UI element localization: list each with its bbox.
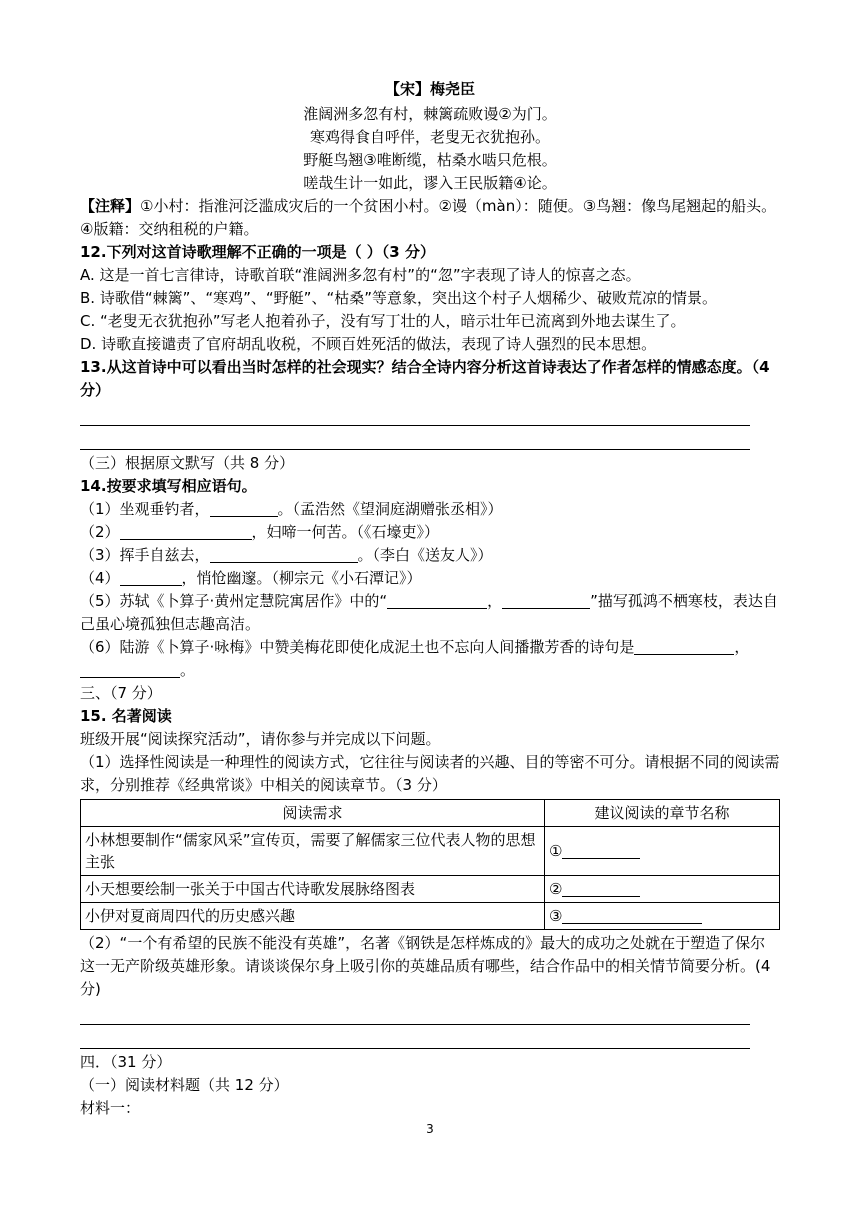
q14-item-6 (80, 636, 780, 682)
q14-item-5-separator: ， (487, 592, 503, 610)
part4-subheading: （一）阅读材料题（共 12 分） (80, 1076, 289, 1094)
answer-mark: ② (549, 880, 563, 898)
q14-item-4 (80, 567, 780, 590)
q13-stem: 13.从这首诗中可以看出当时怎样的社会现实？结合全诗内容分析这首诗表达了作者怎样的情感态度。（4 分） (80, 358, 770, 399)
table-cell-need: 小伊对夏商周四代的历史感兴趣 (81, 903, 545, 930)
blank-line[interactable] (562, 842, 640, 859)
poem-notes (80, 195, 780, 241)
table-cell-answer[interactable] (545, 876, 780, 903)
material-label: 材料一： (80, 1099, 141, 1117)
q12-option-b: B. 诗歌借“棘篱”、“寒鸡”、“野艇”、“枯桑”等意象，突出这个村子人烟稀少、破败荒凉的情景。 (80, 289, 717, 307)
q14-item-6-end: 。 (180, 661, 196, 679)
q14-item-3 (80, 544, 780, 567)
q15-sub1: （1）选择性阅读是一种理性的阅读方式，它往往与阅读者的兴趣、目的等密不可分。请根据不同的阅读需求，分别推荐《经典常谈》中相关的阅读章节。（3 分） (80, 753, 780, 794)
blank-line[interactable] (120, 569, 182, 586)
table-cell-answer[interactable] (545, 827, 780, 876)
poem-line: 寒鸡得食自呼伴，老叟无衣犹抱孙。 (309, 128, 550, 146)
q15-sub2: （2）“一个有希望的民族不能没有英雄”，名著《钢铁是怎样炼成的》最大的成功之处就在于塑造了保尔这一无产阶级英雄形象。请谈谈保尔身上吸引你的英雄品质有哪些，结合作品中的相关情节简要分析。(4 分) (80, 934, 771, 998)
q14-item-5 (80, 590, 780, 636)
page-number: 3 (426, 1122, 434, 1136)
notes-text: ①小村：指淮河泛滥成灾后的一个贫困小村。②谩（màn）：随便。③鸟翘：像鸟尾翘起的船头。④版籍：交纳租税的户籍。 (80, 197, 777, 238)
q14-item-2-text: （2） (80, 523, 120, 541)
blank-line[interactable] (210, 546, 358, 563)
blank-line[interactable] (562, 907, 702, 924)
q14-item-6-text: （6）陆游《卜算子·咏梅》中赞美梅花即使化成泥土也不忘向人间播撒芳香的诗句是 (80, 638, 635, 656)
q14-item-2 (80, 521, 780, 544)
table-row (81, 876, 780, 903)
q12-option-a: A. 这是一首七言律诗，诗歌首联“淮阔洲多忽有村”的“忽”字表现了诗人的惊喜之态。 (80, 266, 641, 284)
blank-line[interactable] (120, 523, 252, 540)
blank-line[interactable] (80, 661, 180, 678)
q14-item-5-description: ”描写孤鸿不栖寒枝，表达自己虽心境孤独但志趣高洁。 (80, 592, 778, 633)
q14-item-2-source: ，妇啼一何苦。（《石壕吏》） (251, 523, 440, 541)
q14-item-3-source: 。（李白《送友人》） (357, 546, 493, 564)
notes-label: 【注释】 (80, 197, 141, 215)
q14-item-4-source: ，悄怆幽邃。（柳宗元《小石潭记》） (181, 569, 422, 587)
page-content (80, 78, 780, 1120)
q14-stem: 14.按要求填写相应语句。 (80, 477, 257, 495)
table-header-row (81, 800, 780, 827)
table-cell-need: 小天想要绘制一张关于中国古代诗歌发展脉络图表 (81, 876, 545, 903)
poem-line: 嗟哉生计一如此，谬入王民版籍④论。 (303, 174, 557, 192)
q15-title: 15. 名著阅读 (80, 707, 172, 725)
answer-mark: ① (549, 842, 563, 860)
q14-item-1-text: （1）坐观垂钓者， (80, 500, 210, 518)
part4-heading: 四．（31 分） (80, 1053, 172, 1071)
q15-answer-line[interactable] (80, 1001, 750, 1025)
table-row (81, 903, 780, 930)
table-header: 阅读需求 (81, 800, 545, 827)
q14-item-1 (80, 498, 780, 521)
q12-option-d: D. 诗歌直接谴责了官府胡乱收税，不顾百姓死活的做法，表现了诗人强烈的民本思想。 (80, 335, 657, 353)
q14-item-6-separator: ， (734, 638, 750, 656)
q14-item-5-text: （5）苏轼《卜算子·黄州定慧院寓居作》中的“ (80, 592, 388, 610)
section3-heading: （三）根据原文默写（共 8 分） (80, 454, 295, 472)
table-cell-need: 小林想要制作“儒家风采”宣传页，需要了解儒家三位代表人物的思想主张 (81, 827, 545, 876)
poem-author: 【宋】梅尧臣 (384, 80, 475, 98)
table-cell-answer[interactable] (545, 903, 780, 930)
q15-intro: 班级开展“阅读探究活动”，请你参与并完成以下问题。 (80, 730, 441, 748)
q13-answer-line[interactable] (80, 426, 750, 450)
table-row (81, 827, 780, 876)
blank-line[interactable] (387, 592, 487, 609)
blank-line[interactable] (562, 880, 640, 897)
part3-heading: 三、（7 分） (80, 684, 162, 702)
reading-table (80, 799, 780, 930)
q15-answer-line[interactable] (80, 1025, 750, 1049)
q14-item-1-source: 。（孟浩然《望洞庭湖赠张丞相》） (277, 500, 503, 518)
blank-line[interactable] (210, 500, 278, 517)
q14-item-4-text: （4） (80, 569, 120, 587)
answer-mark: ③ (549, 907, 563, 925)
q12-option-c: C. “老叟无衣犹抱孙”写老人抱着孙子，没有写丁壮的人，暗示壮年已流离到外地去谋生了。 (80, 312, 686, 330)
table-header: 建议阅读的章节名称 (545, 800, 780, 827)
q13-answer-line[interactable] (80, 402, 750, 426)
q14-item-3-text: （3）挥手自兹去， (80, 546, 210, 564)
poem-line: 淮阔洲多忽有村，棘篱疏败谩②为门。 (303, 105, 557, 123)
blank-line[interactable] (502, 592, 590, 609)
poem-line: 野艇鸟翘③唯断缆，枯桑水啮只危根。 (303, 151, 557, 169)
blank-line[interactable] (634, 638, 734, 655)
q12-stem: 12.下列对这首诗歌理解不正确的一项是（ ）（3 分） (80, 243, 435, 261)
